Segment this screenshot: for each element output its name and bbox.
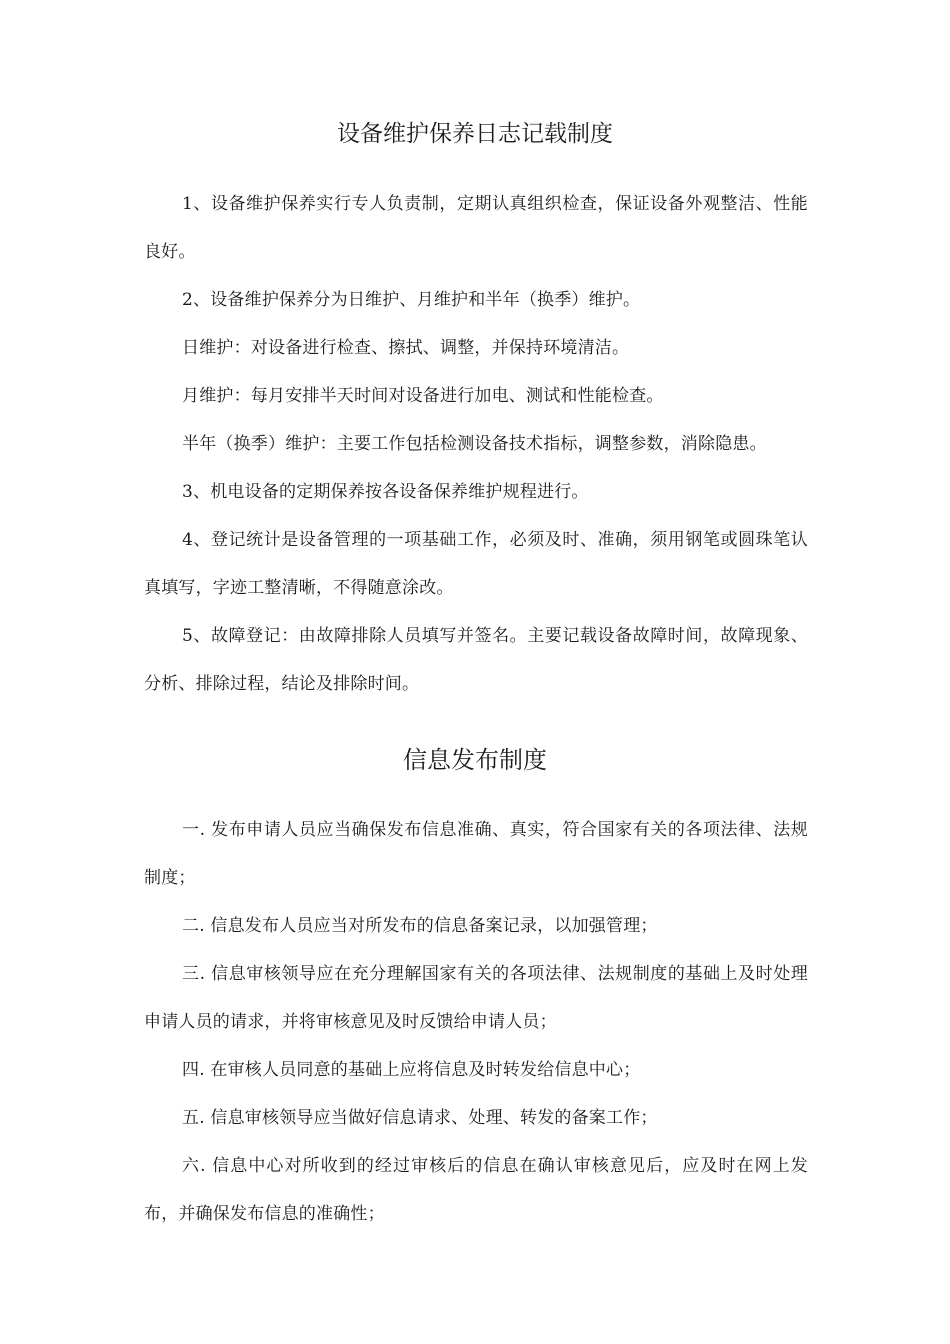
policy-paragraph: 月维护：每月安排半天时间对设备进行加电、测试和性能检查。 — [182, 386, 664, 406]
policy-paragraph: 4、登记统计是设备管理的一项基础工作，必须及时、准确，须用钢笔或圆珠笔认真填写，字迹工整清晰，不得随意涂改。 — [144, 530, 808, 598]
policy-paragraph: 一. 发布申请人员应当确保发布信息准确、真实，符合国家有关的各项法律、法规制度； — [144, 820, 808, 888]
policy-paragraph: 五. 信息审核领导应当做好信息请求、处理、转发的备案工作； — [182, 1108, 658, 1128]
policy-paragraph: 四. 在审核人员同意的基础上应将信息及时转发给信息中心； — [182, 1060, 641, 1080]
policy-paragraph: 六. 信息中心对所收到的经过审核后的信息在确认审核意见后，应及时在网上发布，并确保发布信息的准确性； — [144, 1156, 808, 1224]
policy-paragraph: 三. 信息审核领导应在充分理解国家有关的各项法律、法规制度的基础上及时处理申请人员的请求，并将审核意见及时反馈给申请人员； — [144, 964, 808, 1032]
policy-paragraph: 半年（换季）维护：主要工作包括检测设备技术指标，调整参数，消除隐患。 — [182, 434, 767, 454]
information-release-policy-body — [144, 806, 808, 1238]
policy-paragraph: 2、设备维护保养分为日维护、月维护和半年（换季）维护。 — [182, 290, 641, 310]
maintenance-log-policy-title: 设备维护保养日志记载制度 — [337, 121, 613, 147]
policy-paragraph: 二. 信息发布人员应当对所发布的信息备案记录，以加强管理； — [182, 916, 658, 936]
policy-paragraph: 3、机电设备的定期保养按各设备保养维护规程进行。 — [182, 482, 589, 502]
policy-paragraph: 5、故障登记：由故障排除人员填写并签名。主要记载设备故障时间，故障现象、分析、排除过程，结论及排除时间。 — [144, 626, 808, 694]
maintenance-log-policy-body — [144, 180, 808, 708]
information-release-policy-title: 信息发布制度 — [403, 746, 547, 774]
policy-paragraph: 日维护：对设备进行检查、擦拭、调整，并保持环境清洁。 — [182, 338, 630, 358]
policy-paragraph: 1、设备维护保养实行专人负责制，定期认真组织检查，保证设备外观整洁、性能良好。 — [144, 194, 808, 262]
